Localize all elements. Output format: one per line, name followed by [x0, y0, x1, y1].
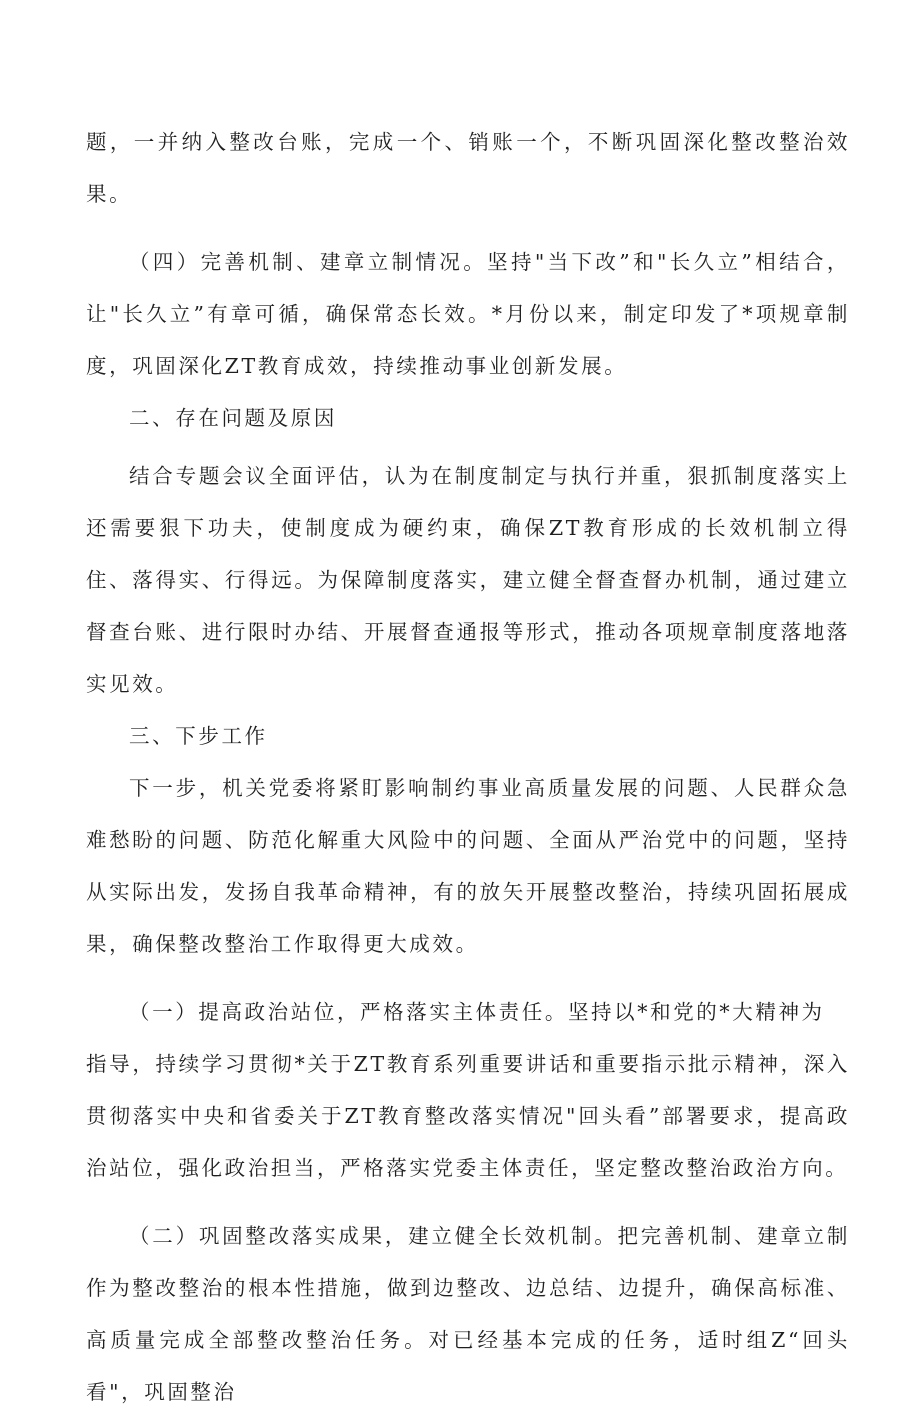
paragraph-next-step-2: （二）巩固整改落实成果，建立健全长效机制。把完善机制、建章立制作为整改整治的根本性措施，做到边整改、边总结、边提升，确保高标准、高质量完成全部整改整治任务。对已经基本完成的任务，适时组Z“回头看"，巩固整治: [86, 1224, 850, 1404]
paragraph-problems: 结合专题会议全面评估，认为在制度制定与执行并重，狠抓制度落实上还需要狠下功夫，使制度成为硬约束，确保ZT教育形成的长效机制立得住、落得实、行得远。为保障制度落实，建立健全督查督办机制，通过建立督查台账、进行限时办结、开展督查通报等形式，推动各项规章制度落地落实见效。: [86, 464, 850, 696]
paragraph-continued: 题，一并纳入整改台账，完成一个、销账一个，不断巩固深化整改整治效果。: [86, 130, 850, 206]
paragraph-section-4: （四）完善机制、建章立制情况。坚持"当下改”和"长久立”相结合，让"长久立”有章可循，确保常态长效。*月份以来，制定印发了*项规章制度，巩固深化ZT教育成效，持续推动事业创新发展。: [86, 250, 850, 378]
section-heading-next-steps: 三、下步工作: [129, 724, 268, 748]
section-heading-problems: 二、存在问题及原因: [129, 406, 337, 430]
paragraph-next-step-1-lead: （一）提高政治站位，严格落实主体责任。坚持以*和党的*大精神为: [129, 1000, 825, 1024]
paragraph-next-steps: 下一步，机关党委将紧盯影响制约事业高质量发展的问题、人民群众急难愁盼的问题、防范化解重大风险中的问题、全面从严治党中的问题，坚持从实际出发，发扬自我革命精神，有的放矢开展整改整治，持续巩固拓展成果，确保整改整治工作取得更大成效。: [86, 776, 850, 956]
paragraph-next-step-1-body: 指导，持续学习贯彻*关于ZT教育系列重要讲话和重要指示批示精神，深入贯彻落实中央和省委关于ZT教育整改落实情况"回头看”部署要求，提高政治站位，强化政治担当，严格落实党委主体责任，坚定整改整治政治方向。: [86, 1052, 850, 1180]
